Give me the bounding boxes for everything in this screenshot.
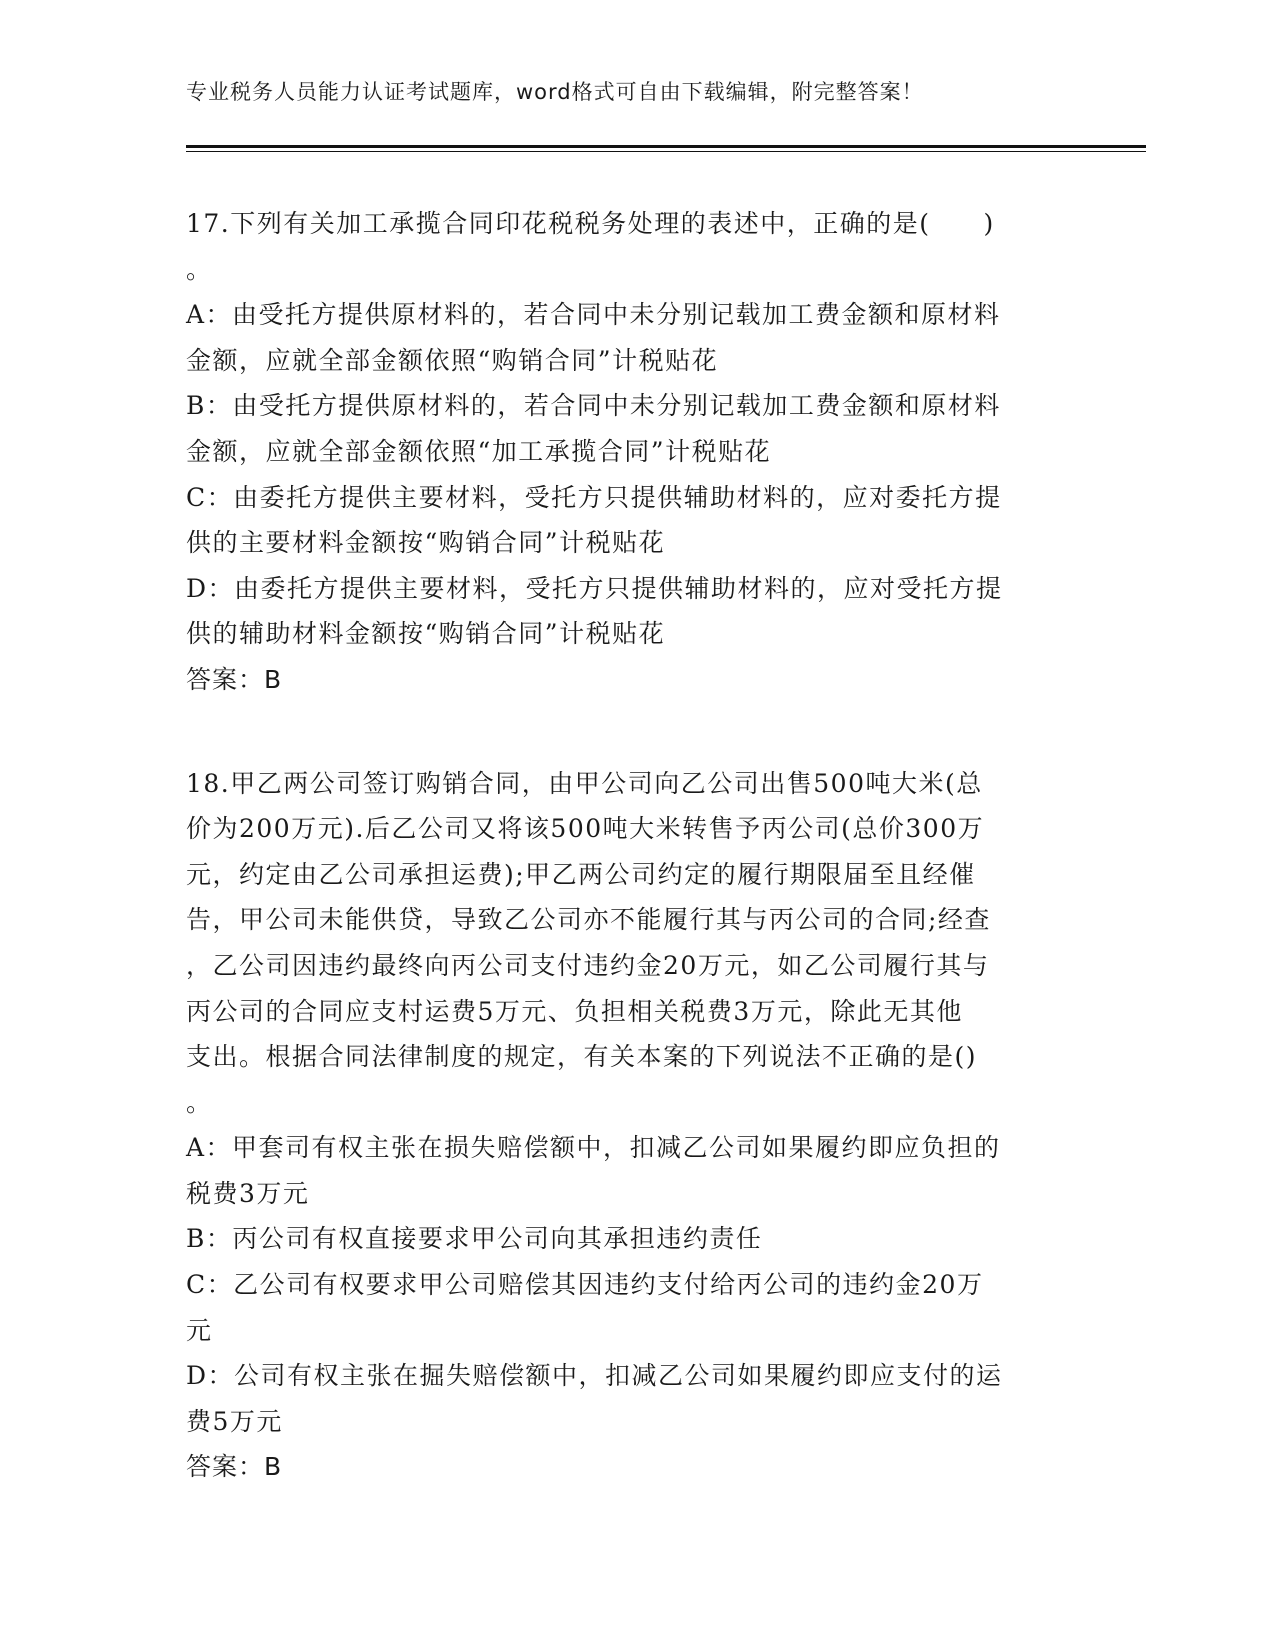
question-18 [186, 761, 1066, 1445]
question-18-line: 价为200万元).后乙公司又将该500吨大米转售予丙公司(总价300万 [186, 814, 985, 844]
question-18-line: 丙公司的合同应支村运费5万元、负担相关税费3万元，除此无其他 [186, 996, 963, 1026]
question-18-option-d: D：公司有权主张在掘失赔偿额中，扣减乙公司如果履约即应支付的运 [186, 1361, 1003, 1391]
header-rule-thick [186, 145, 1146, 148]
question-18-line: 元，约定由乙公司承担运费);甲乙两公司约定的履行期限届至且经催 [186, 859, 976, 889]
question-18-option-d: 费5万元 [186, 1406, 283, 1436]
question-17-option-b: 金额，应就全部金额依照“加工承揽合同”计税贴花 [186, 436, 772, 466]
header-rule-thin [186, 151, 1146, 152]
question-18-line: ，乙公司因违约最终向丙公司支付违约金20万元，如乙公司履行其与 [186, 950, 990, 980]
question-18-line: 支出。根据合同法律制度的规定，有关本案的下列说法不正确的是() [186, 1042, 978, 1072]
question-18-option-c: C：乙公司有权要求甲公司赔偿其因违约支付给丙公司的违约金20万 [186, 1270, 984, 1300]
question-18-option-c: 元 [186, 1315, 213, 1345]
question-18-option-a: 税费3万元 [186, 1178, 310, 1208]
question-17-option-b: B：由受托方提供原材料的，若合同中未分别记载加工费金额和原材料 [186, 391, 1001, 421]
page-header: 专业税务人员能力认证考试题库，word格式可自由下载编辑，附完整答案！ [186, 80, 924, 104]
question-17-line: 。 [186, 254, 213, 284]
question-17-line: 17.下列有关加工承揽合同印花税税务处理的表述中，正确的是( ) [186, 209, 995, 238]
question-18-option-a: A：甲套司有权主张在损失赔偿额中，扣减乙公司如果履约即应负担的 [186, 1133, 1001, 1163]
question-18-line: 告，甲公司未能供贷，导致乙公司亦不能履行其与丙公司的合同;经查 [186, 905, 991, 935]
question-17 [186, 201, 1066, 657]
question-18-line: 。 [186, 1087, 213, 1117]
question-17-option-d: 供的辅助材料金额按“购销合同”计税贴花 [186, 619, 666, 649]
question-18-answer: 答案：B [186, 1452, 283, 1482]
question-17-option-c: C：由委托方提供主要材料，受托方只提供辅助材料的，应对委托方提 [186, 482, 1002, 512]
question-18-line: 18.甲乙两公司签订购销合同，由甲公司向乙公司出售500吨大米(总 [186, 768, 983, 798]
question-18-option-b: B：丙公司有权直接要求甲公司向其承担违约责任 [186, 1224, 763, 1254]
question-17-option-d: D：由委托方提供主要材料，受托方只提供辅助材料的，应对受托方提 [186, 573, 1003, 603]
question-17-answer: 答案：B [186, 664, 283, 694]
question-17-option-a: 金额，应就全部金额依照“购销合同”计税贴花 [186, 345, 719, 375]
question-17-option-a: A：由受托方提供原材料的，若合同中未分别记载加工费金额和原材料 [186, 300, 1001, 330]
question-list [186, 201, 1066, 1490]
question-17-option-c: 供的主要材料金额按“购销合同”计税贴花 [186, 528, 666, 558]
